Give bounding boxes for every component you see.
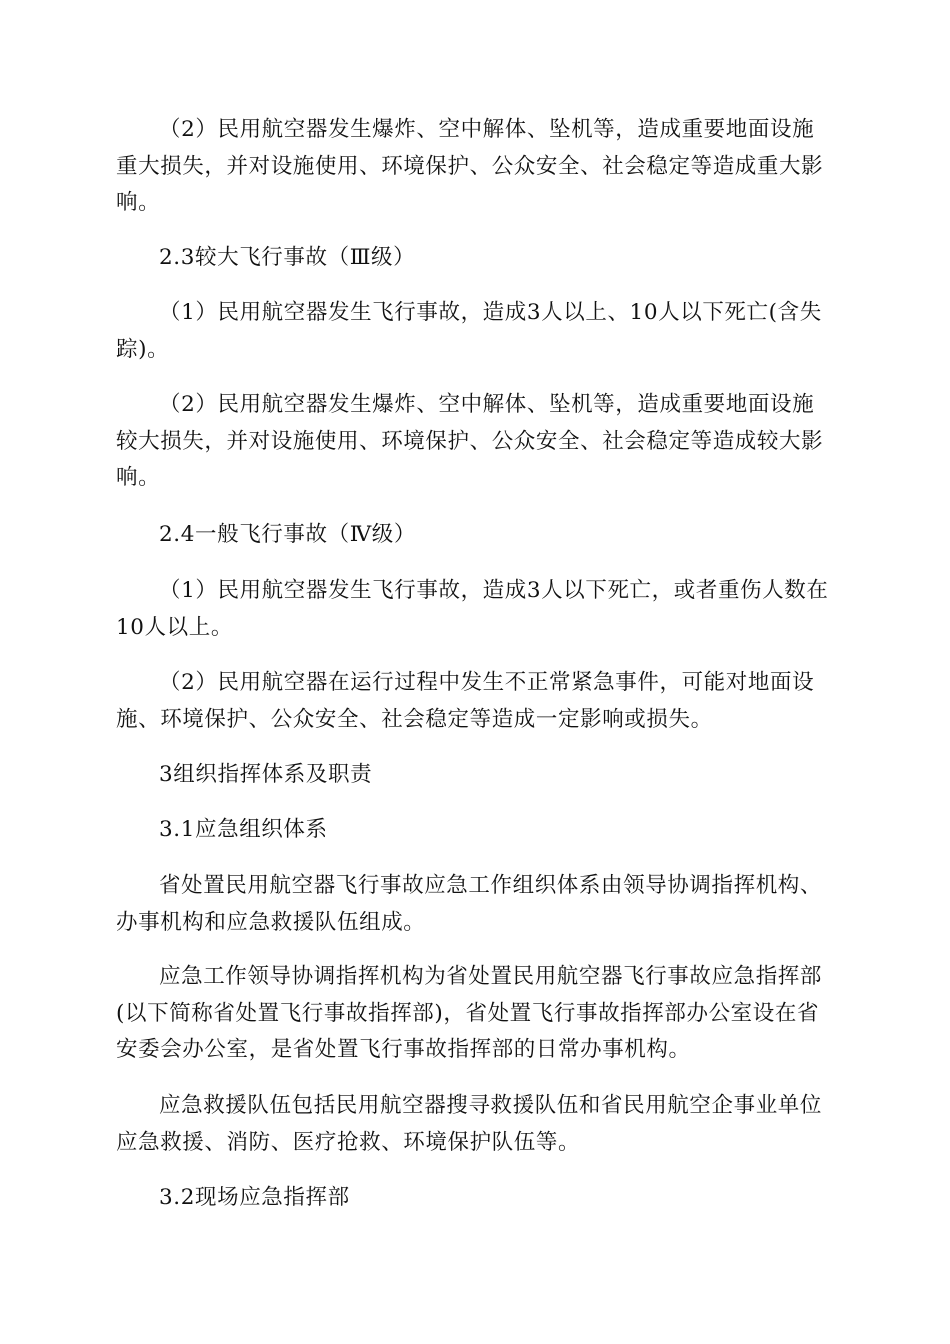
section-heading-3-1: 3.1应急组织体系 — [159, 817, 328, 842]
paragraph-major-accident-item-2: （2）民用航空器发生爆炸、空中解体、坠机等，造成重要地面设施重大损失，并对设施使用、环境保护、公众安全、社会稳定等造成重大影响。 — [116, 117, 824, 215]
paragraph-leadership-command: 应急工作领导协调指挥机构为省处置民用航空器飞行事故应急指挥部(以下简称省处置飞行事故指挥部)，省处置飞行事故指挥部办公室设在省安委会办公室，是省处置飞行事故指挥部的日常办事机构。 — [116, 964, 823, 1062]
section-heading-2-4: 2.4一般飞行事故（Ⅳ级） — [159, 522, 416, 547]
paragraph-general-accident-item-1: （1）民用航空器发生飞行事故，造成3人以下死亡，或者重伤人数在10人以上。 — [116, 578, 829, 640]
paragraph-large-accident-item-1: （1）民用航空器发生飞行事故，造成3人以上、10人以下死亡(含失踪)。 — [116, 300, 822, 362]
section-heading-3: 3组织指挥体系及职责 — [159, 762, 373, 787]
section-heading-3-2: 3.2现场应急指挥部 — [159, 1185, 350, 1210]
section-heading-2-3: 2.3较大飞行事故（Ⅲ级） — [159, 245, 416, 270]
paragraph-rescue-teams: 应急救援队伍包括民用航空器搜寻救援队伍和省民用航空企事业单位应急救援、消防、医疗抢救、环境保护队伍等。 — [116, 1093, 823, 1155]
paragraph-general-accident-item-2: （2）民用航空器在运行过程中发生不正常紧急事件，可能对地面设施、环境保护、公众安全、社会稳定等造成一定影响或损失。 — [116, 670, 815, 732]
paragraph-organization-system: 省处置民用航空器飞行事故应急工作组织体系由领导协调指挥机构、办事机构和应急救援队伍组成。 — [116, 873, 823, 935]
paragraph-large-accident-item-2: （2）民用航空器发生爆炸、空中解体、坠机等，造成重要地面设施较大损失，并对设施使用、环境保护、公众安全、社会稳定等造成较大影响。 — [116, 392, 824, 490]
